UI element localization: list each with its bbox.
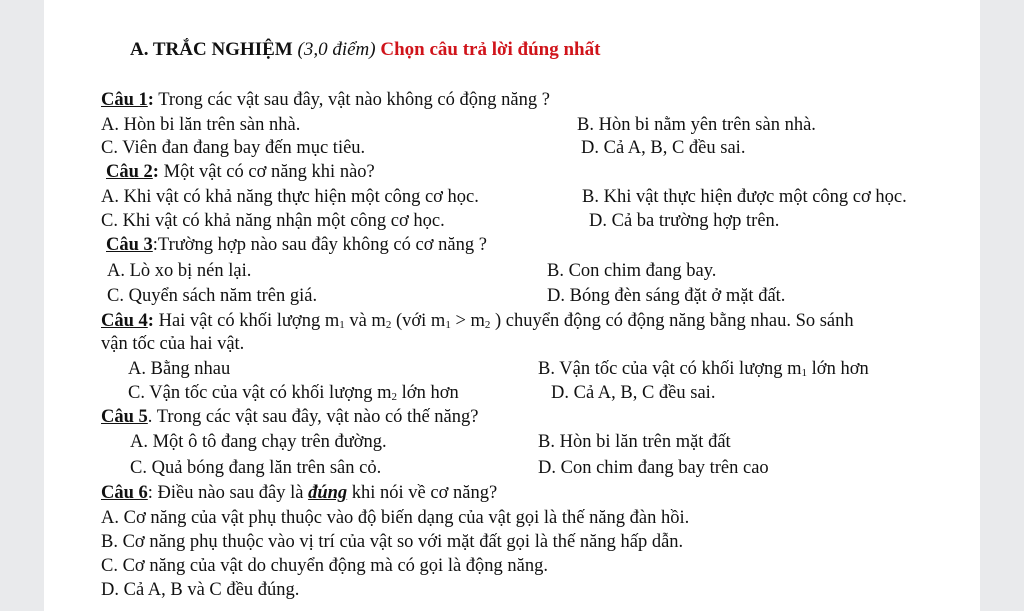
question-1-option-c: C. Viên đan đang bay đến mục tiêu. [101, 138, 366, 158]
question-4-option-d: D. Cả A, B, C đều sai. [551, 383, 716, 403]
question-4-line-2: vận tốc của hai vật. [101, 334, 245, 354]
question-4-colon: : [147, 311, 154, 331]
question-5-label: Câu 5 [101, 407, 148, 427]
section-points: (3,0 điểm) [297, 39, 376, 60]
question-2-option-a: A. Khi vật có khả năng thực hiện một công cơ học. [101, 187, 479, 207]
question-6-label: Câu 6 [101, 483, 148, 503]
question-4-option-c-tail: lớn hơn [397, 383, 459, 403]
section-heading: A. TRẮC NGHIỆM [130, 39, 293, 60]
question-4-text-4: > m [450, 311, 485, 331]
question-4-text-5: ) chuyển động có động năng bằng nhau. So sánh [490, 311, 854, 331]
question-4-option-c [128, 382, 459, 404]
question-3-option-b: B. Con chim đang bay. [547, 261, 717, 281]
question-4-sub-3: 1 [445, 319, 451, 331]
question-3-text: Trường hợp nào sau đây không có cơ năng ? [157, 235, 487, 255]
question-5-option-c: C. Quả bóng đang lăn trên sân cỏ. [130, 458, 382, 478]
question-4-text-1: Hai vật có khối lượng m [153, 311, 340, 331]
question-4-text-3: (với m [391, 311, 446, 331]
question-4-option-c-text: C. Vận tốc của vật có khối lượng m [128, 383, 392, 403]
question-2-option-b: B. Khi vật thực hiện được một công cơ học. [582, 187, 907, 207]
question-4 [101, 310, 854, 332]
question-6-option-a: A. Cơ năng của vật phụ thuộc vào độ biến dạng của vật gọi là thế năng đàn hồi. [101, 508, 690, 528]
question-1-colon: : [147, 90, 154, 110]
question-4-sub-1: 1 [339, 319, 345, 331]
question-5 [101, 406, 478, 428]
question-6-option-d: D. Cả A, B và C đều đúng. [101, 580, 300, 600]
question-3 [106, 234, 487, 256]
question-2-text: Một vật có cơ năng khi nào? [158, 162, 375, 182]
section-title [130, 39, 600, 61]
document-page [44, 0, 980, 611]
question-1-option-a: A. Hòn bi lăn trên sàn nhà. [101, 115, 301, 135]
question-2-option-d: D. Cả ba trường hợp trên. [589, 211, 780, 231]
question-1-label: Câu 1 [101, 90, 148, 110]
question-6-text-post: khi nói về cơ năng? [347, 483, 498, 503]
question-2-label: Câu 2 [106, 162, 153, 182]
question-3-colon: : [152, 235, 158, 255]
question-5-text: . Trong các vật sau đây, vật nào có thế năng? [147, 407, 479, 427]
question-1-option-d: D. Cả A, B, C đều sai. [581, 138, 746, 158]
question-4-sub-2: 2 [385, 319, 392, 331]
question-4-option-b-text: B. Vận tốc của vật có khối lượng m [538, 359, 802, 379]
question-4-sub-4: 2 [484, 319, 491, 331]
question-4-label: Câu 4 [101, 311, 148, 331]
question-3-option-a: A. Lò xo bị nén lại. [107, 261, 252, 281]
question-4-option-b [538, 358, 869, 380]
question-3-option-d: D. Bóng đèn sáng đặt ở mặt đất. [547, 286, 786, 306]
question-6-text-pre: : Điều nào sau đây là [147, 483, 309, 503]
question-5-option-b: B. Hòn bi lăn trên mặt đất [538, 432, 731, 452]
question-6-option-b: B. Cơ năng phụ thuộc vào vị trí của vật so với mặt đất gọi là thế năng hấp dẫn. [101, 532, 684, 552]
question-4-text-2: và m [344, 311, 386, 331]
question-6-emphasis: đúng [308, 483, 348, 503]
question-2-option-c: C. Khi vật có khả năng nhận một công cơ học. [101, 211, 445, 231]
section-instruction: Chọn câu trả lời đúng nhất [380, 39, 601, 60]
question-1 [101, 89, 550, 111]
question-6-option-c: C. Cơ năng của vật do chuyển động mà có gọi là động năng. [101, 556, 549, 576]
question-4-option-b-tail: lớn hơn [807, 359, 869, 379]
question-5-option-d: D. Con chim đang bay trên cao [538, 458, 769, 478]
question-3-label: Câu 3 [106, 235, 153, 255]
question-2 [106, 161, 375, 183]
question-6 [101, 482, 497, 504]
question-1-text: Trong các vật sau đây, vật nào không có động năng ? [153, 90, 550, 110]
question-2-colon: : [152, 162, 159, 182]
question-4-option-a: A. Bằng nhau [128, 359, 231, 379]
question-5-option-a: A. Một ô tô đang chạy trên đường. [130, 432, 387, 452]
question-4-option-b-sub: 1 [801, 367, 808, 379]
question-1-option-b: B. Hòn bi nằm yên trên sàn nhà. [577, 115, 816, 135]
question-4-option-c-sub: 2 [391, 391, 398, 403]
question-3-option-c: C. Quyển sách năm trên giá. [107, 286, 318, 306]
